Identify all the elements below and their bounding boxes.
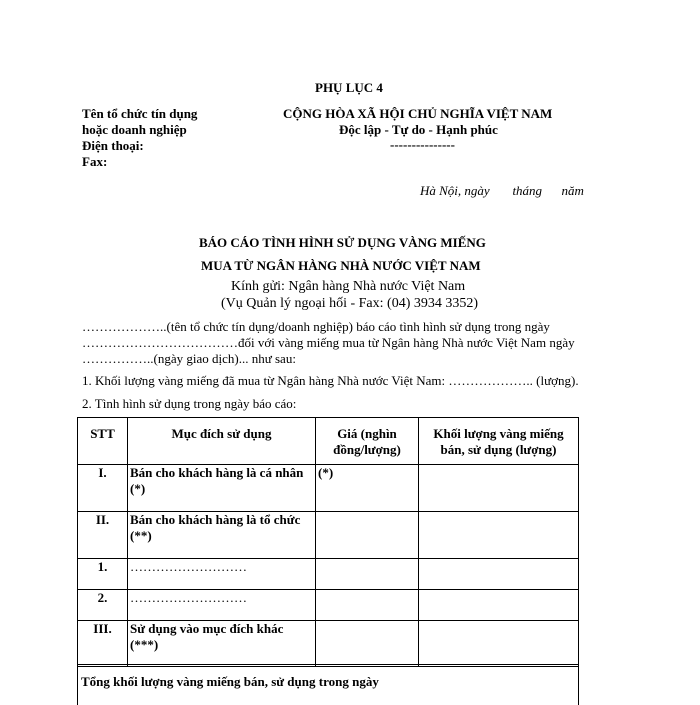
body-line3: ……………..(ngày giao dịch)... như sau: bbox=[82, 351, 296, 366]
header-quantity-line2: bán, sử dụng (lượng) bbox=[440, 442, 557, 457]
appendix-title: PHỤ LỤC 4 bbox=[315, 80, 383, 95]
row-stt: III. bbox=[78, 621, 128, 667]
row-quantity bbox=[419, 590, 579, 621]
table-row bbox=[78, 559, 579, 590]
table-row bbox=[78, 621, 579, 667]
fax-label: Fax: bbox=[82, 154, 108, 169]
row-purpose: ……………………… bbox=[128, 590, 316, 621]
addressee-line1: Kính gửi: Ngân hàng Nhà nước Việt Nam bbox=[231, 279, 466, 294]
item-2-text: 2. Tình hình sử dụng trong ngày báo cáo: bbox=[82, 396, 297, 411]
row-purpose-line2: (***) bbox=[130, 637, 159, 652]
row-quantity bbox=[419, 465, 579, 512]
table-row bbox=[78, 590, 579, 621]
row-purpose-line1: Sử dụng vào mục đích khác bbox=[130, 621, 284, 636]
body-line2: ………………………………đối với vàng miếng mua từ Ngân hàng Nhà nước Việt Nam ngày bbox=[82, 335, 575, 350]
country-name: CỘNG HÒA XÃ HỘI CHỦ NGHĨA VIỆT NAM bbox=[283, 106, 553, 121]
national-motto: Độc lập - Tự do - Hạnh phúc bbox=[339, 122, 498, 137]
row-stt: 2. bbox=[78, 590, 128, 621]
org-type-label: hoặc doanh nghiệp bbox=[82, 122, 187, 137]
row-quantity bbox=[419, 512, 579, 559]
total-row bbox=[77, 664, 579, 705]
item-1-text: 1. Khối lượng vàng miếng đã mua từ Ngân hàng Nhà nước Việt Nam: ……………….. (lượng). bbox=[82, 373, 579, 388]
org-name-label: Tên tổ chức tín dụng bbox=[82, 106, 198, 121]
row-purpose: ……………………… bbox=[128, 559, 316, 590]
date-line: Hà Nội, ngày tháng năm bbox=[420, 183, 584, 198]
row-purpose-line1: Bán cho khách hàng là tổ chức bbox=[130, 512, 301, 527]
header-price bbox=[316, 418, 419, 465]
row-price bbox=[316, 512, 419, 559]
row-quantity bbox=[419, 621, 579, 667]
table-header-row bbox=[78, 418, 579, 465]
header-stt: STT bbox=[78, 418, 128, 465]
row-purpose bbox=[128, 512, 316, 559]
row-stt: 1. bbox=[78, 559, 128, 590]
addressee-line2: (Vụ Quản lý ngoại hối - Fax: (04) 3934 3352) bbox=[221, 296, 479, 311]
row-price bbox=[316, 590, 419, 621]
report-title-line1: BÁO CÁO TÌNH HÌNH SỬ DỤNG VÀNG MIẾNG bbox=[199, 235, 486, 250]
total-label: Tổng khối lượng vàng miếng bán, sử dụng trong ngày bbox=[81, 674, 379, 689]
row-price bbox=[316, 559, 419, 590]
row-purpose-line1: Bán cho khách hàng là cá nhân bbox=[130, 465, 304, 480]
row-price: (*) bbox=[316, 465, 419, 512]
body-line1: ………………..(tên tổ chức tín dụng/doanh nghiệp) báo cáo tình hình sử dụng trong ngày bbox=[82, 319, 550, 334]
row-stt: I. bbox=[78, 465, 128, 512]
header-quantity-line1: Khối lượng vàng miếng bbox=[433, 426, 564, 441]
row-price bbox=[316, 621, 419, 667]
header-quantity bbox=[419, 418, 579, 465]
row-purpose bbox=[128, 465, 316, 512]
row-purpose-line2: (*) bbox=[130, 481, 146, 496]
header-separator: --------------- bbox=[390, 137, 455, 152]
header-purpose: Mục đích sử dụng bbox=[128, 418, 316, 465]
header-price-line1: Giá (nghìn bbox=[337, 426, 397, 441]
table-row bbox=[78, 465, 579, 512]
row-purpose bbox=[128, 621, 316, 667]
header-price-line2: đồng/lượng) bbox=[333, 442, 401, 457]
row-stt: II. bbox=[78, 512, 128, 559]
usage-table bbox=[77, 417, 579, 667]
report-title-line2: MUA TỪ NGÂN HÀNG NHÀ NƯỚC VIỆT NAM bbox=[201, 258, 481, 273]
row-purpose-line2: (**) bbox=[130, 528, 152, 543]
phone-label: Điện thoại: bbox=[82, 138, 144, 153]
row-quantity bbox=[419, 559, 579, 590]
table-row bbox=[78, 512, 579, 559]
